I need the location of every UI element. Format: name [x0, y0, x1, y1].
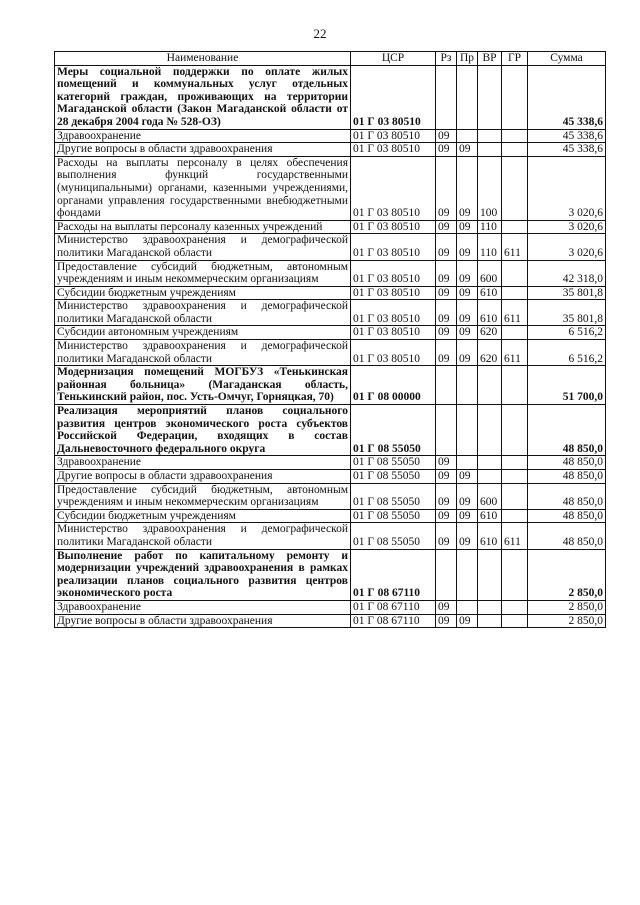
row-name: Министерство здравоохранения и демографической политики Магаданской области — [55, 340, 351, 366]
row-pr — [457, 456, 478, 470]
table-row — [55, 483, 606, 509]
row-name: Министерство здравоохранения и демографической политики Магаданской области — [55, 300, 351, 326]
row-rz: 09 — [436, 523, 457, 549]
row-name: Другие вопросы в области здравоохранения — [55, 143, 351, 157]
row-rz: 09 — [436, 600, 457, 614]
row-rz — [436, 405, 457, 456]
row-csr: 01 Г 08 55050 — [351, 523, 436, 549]
row-vr — [478, 614, 502, 628]
row-vr: 610 — [478, 300, 502, 326]
row-csr: 01 Г 03 80510 — [351, 234, 436, 260]
row-vr: 610 — [478, 509, 502, 523]
table-row — [55, 156, 606, 220]
table-body — [55, 65, 606, 628]
row-name: Министерство здравоохранения и демографической политики Магаданской области — [55, 523, 351, 549]
table-row — [55, 300, 606, 326]
row-rz — [436, 549, 457, 600]
row-sum: 2 850,0 — [528, 549, 606, 600]
row-rz: 09 — [436, 286, 457, 300]
row-pr: 09 — [457, 614, 478, 628]
row-name: Предоставление субсидий бюджетным, автономным учреждениям и иным некоммерческим организациям — [55, 483, 351, 509]
row-pr: 09 — [457, 234, 478, 260]
row-csr: 01 Г 03 80510 — [351, 156, 436, 220]
row-rz: 09 — [436, 260, 457, 286]
row-pr — [457, 366, 478, 405]
row-sum: 2 850,0 — [528, 614, 606, 628]
row-vr: 610 — [478, 286, 502, 300]
row-rz: 09 — [436, 456, 457, 470]
row-csr: 01 Г 03 80510 — [351, 129, 436, 143]
row-gr — [502, 600, 528, 614]
row-pr: 09 — [457, 470, 478, 484]
row-name: Другие вопросы в области здравоохранения — [55, 614, 351, 628]
table-row — [55, 509, 606, 523]
header-name: Наименование — [55, 52, 351, 66]
row-sum: 2 850,0 — [528, 600, 606, 614]
page-number: 22 — [313, 26, 327, 41]
row-gr: 611 — [502, 340, 528, 366]
row-sum: 48 850,0 — [528, 405, 606, 456]
row-rz: 09 — [436, 340, 457, 366]
table-row — [55, 456, 606, 470]
table-row — [55, 340, 606, 366]
row-vr — [478, 470, 502, 484]
row-csr: 01 Г 08 00000 — [351, 366, 436, 405]
row-vr — [478, 143, 502, 157]
row-rz — [436, 366, 457, 405]
row-gr — [502, 456, 528, 470]
row-rz: 09 — [436, 326, 457, 340]
row-sum: 45 338,6 — [528, 129, 606, 143]
row-vr: 600 — [478, 483, 502, 509]
row-pr: 09 — [457, 509, 478, 523]
row-csr: 01 Г 03 80510 — [351, 340, 436, 366]
row-pr: 09 — [457, 523, 478, 549]
table-row — [55, 366, 606, 405]
row-vr — [478, 549, 502, 600]
row-gr — [502, 286, 528, 300]
row-vr: 110 — [478, 220, 502, 234]
row-rz: 09 — [436, 470, 457, 484]
row-sum: 51 700,0 — [528, 366, 606, 405]
row-gr — [502, 326, 528, 340]
header-rz: Рз — [436, 52, 457, 66]
row-rz: 09 — [436, 143, 457, 157]
row-vr: 110 — [478, 234, 502, 260]
row-name: Реализация мероприятий планов социального развития центров экономического роста субъектов Российской Федерации, входящих в состав Дальневосточного федерального округа — [55, 405, 351, 456]
row-csr: 01 Г 08 67110 — [351, 549, 436, 600]
row-gr — [502, 483, 528, 509]
row-rz: 09 — [436, 483, 457, 509]
header-pr: Пр — [457, 52, 478, 66]
row-sum: 45 338,6 — [528, 143, 606, 157]
row-gr — [502, 366, 528, 405]
row-pr: 09 — [457, 286, 478, 300]
row-csr: 01 Г 03 80510 — [351, 326, 436, 340]
header-gr: ГР — [502, 52, 528, 66]
row-rz — [436, 65, 457, 129]
row-sum: 3 020,6 — [528, 220, 606, 234]
row-pr — [457, 549, 478, 600]
row-csr: 01 Г 08 55050 — [351, 509, 436, 523]
table-row — [55, 405, 606, 456]
row-csr: 01 Г 03 80510 — [351, 286, 436, 300]
row-rz: 09 — [436, 220, 457, 234]
row-pr — [457, 65, 478, 129]
header-row — [55, 52, 606, 66]
row-csr: 01 Г 08 55050 — [351, 483, 436, 509]
row-csr: 01 Г 08 67110 — [351, 600, 436, 614]
row-sum: 48 850,0 — [528, 523, 606, 549]
table-row — [55, 220, 606, 234]
row-gr — [502, 509, 528, 523]
row-name: Предоставление субсидий бюджетным, автономным учреждениям и иным некоммерческим организациям — [55, 260, 351, 286]
row-gr — [502, 220, 528, 234]
table-row — [55, 614, 606, 628]
budget-table — [54, 51, 606, 628]
row-sum: 48 850,0 — [528, 456, 606, 470]
row-name: Субсидии бюджетным учреждениям — [55, 509, 351, 523]
row-pr — [457, 129, 478, 143]
row-csr: 01 Г 03 80510 — [351, 65, 436, 129]
row-gr — [502, 65, 528, 129]
table-row — [55, 260, 606, 286]
row-csr: 01 Г 03 80510 — [351, 220, 436, 234]
row-vr — [478, 65, 502, 129]
row-sum: 42 318,0 — [528, 260, 606, 286]
row-sum: 35 801,8 — [528, 286, 606, 300]
row-csr: 01 Г 08 55050 — [351, 470, 436, 484]
row-sum: 3 020,6 — [528, 156, 606, 220]
row-name: Субсидии бюджетным учреждениям — [55, 286, 351, 300]
row-name: Другие вопросы в области здравоохранения — [55, 470, 351, 484]
row-csr: 01 Г 08 67110 — [351, 614, 436, 628]
header-csr: ЦСР — [351, 52, 436, 66]
row-name: Здравоохранение — [55, 600, 351, 614]
row-vr: 620 — [478, 340, 502, 366]
row-csr: 01 Г 08 55050 — [351, 405, 436, 456]
row-sum: 6 516,2 — [528, 326, 606, 340]
row-csr: 01 Г 03 80510 — [351, 300, 436, 326]
row-gr: 611 — [502, 300, 528, 326]
row-rz: 09 — [436, 300, 457, 326]
row-pr: 09 — [457, 340, 478, 366]
row-gr: 611 — [502, 234, 528, 260]
table-row — [55, 129, 606, 143]
row-vr: 620 — [478, 326, 502, 340]
table-row — [55, 286, 606, 300]
row-rz: 09 — [436, 614, 457, 628]
row-sum: 48 850,0 — [528, 509, 606, 523]
row-rz: 09 — [436, 129, 457, 143]
row-sum: 45 338,6 — [528, 65, 606, 129]
header-sum: Сумма — [528, 52, 606, 66]
table-row — [55, 326, 606, 340]
row-vr: 100 — [478, 156, 502, 220]
row-name: Модернизация помещений МОГБУЗ «Тенькинская районная больница» (Магаданская область, Тенькинский район, пос. Усть-Омчуг, Горняцкая, 70) — [55, 366, 351, 405]
row-name: Меры социальной поддержки по оплате жилых помещений и коммунальных услуг отдельных категорий граждан, проживающих на территории Магаданской области (Закон Магаданской области от 28 декабря 2004 года № 528-ОЗ) — [55, 65, 351, 129]
row-csr: 01 Г 03 80510 — [351, 260, 436, 286]
row-vr: 610 — [478, 523, 502, 549]
row-name: Расходы на выплаты персоналу казенных учреждений — [55, 220, 351, 234]
row-pr: 09 — [457, 143, 478, 157]
row-gr — [502, 549, 528, 600]
row-sum: 6 516,2 — [528, 340, 606, 366]
row-vr — [478, 129, 502, 143]
header-vr: ВР — [478, 52, 502, 66]
row-pr: 09 — [457, 483, 478, 509]
row-pr: 09 — [457, 326, 478, 340]
row-name: Субсидии автономным учреждениям — [55, 326, 351, 340]
row-sum: 35 801,8 — [528, 300, 606, 326]
row-gr — [502, 470, 528, 484]
table-row — [55, 143, 606, 157]
row-pr: 09 — [457, 156, 478, 220]
table-row — [55, 65, 606, 129]
row-sum: 48 850,0 — [528, 483, 606, 509]
table-row — [55, 600, 606, 614]
row-sum: 3 020,6 — [528, 234, 606, 260]
row-gr — [502, 405, 528, 456]
row-pr: 09 — [457, 260, 478, 286]
row-vr — [478, 366, 502, 405]
table-row — [55, 234, 606, 260]
row-pr: 09 — [457, 300, 478, 326]
row-vr — [478, 456, 502, 470]
row-vr — [478, 600, 502, 614]
row-rz: 09 — [436, 156, 457, 220]
row-gr — [502, 614, 528, 628]
table-row — [55, 470, 606, 484]
row-pr — [457, 600, 478, 614]
row-gr — [502, 260, 528, 286]
row-vr — [478, 405, 502, 456]
row-pr — [457, 405, 478, 456]
row-name: Здравоохранение — [55, 456, 351, 470]
row-name: Министерство здравоохранения и демографической политики Магаданской области — [55, 234, 351, 260]
row-name: Расходы на выплаты персоналу в целях обеспечения выполнения функций государственными (муниципальными) органами, казенными учреждениями, органами управления государственными внебюджетными фондами — [55, 156, 351, 220]
row-name: Выполнение работ по капитальному ремонту и модернизации учреждений здравоохранения в рамках реализации планов социального развития центров экономического роста — [55, 549, 351, 600]
row-gr: 611 — [502, 523, 528, 549]
row-rz: 09 — [436, 234, 457, 260]
table-row — [55, 549, 606, 600]
row-gr — [502, 156, 528, 220]
row-sum: 48 850,0 — [528, 470, 606, 484]
row-csr: 01 Г 08 55050 — [351, 456, 436, 470]
row-vr: 600 — [478, 260, 502, 286]
row-csr: 01 Г 03 80510 — [351, 143, 436, 157]
row-gr — [502, 143, 528, 157]
row-name: Здравоохранение — [55, 129, 351, 143]
row-rz: 09 — [436, 509, 457, 523]
row-pr: 09 — [457, 220, 478, 234]
table-row — [55, 523, 606, 549]
row-gr — [502, 129, 528, 143]
